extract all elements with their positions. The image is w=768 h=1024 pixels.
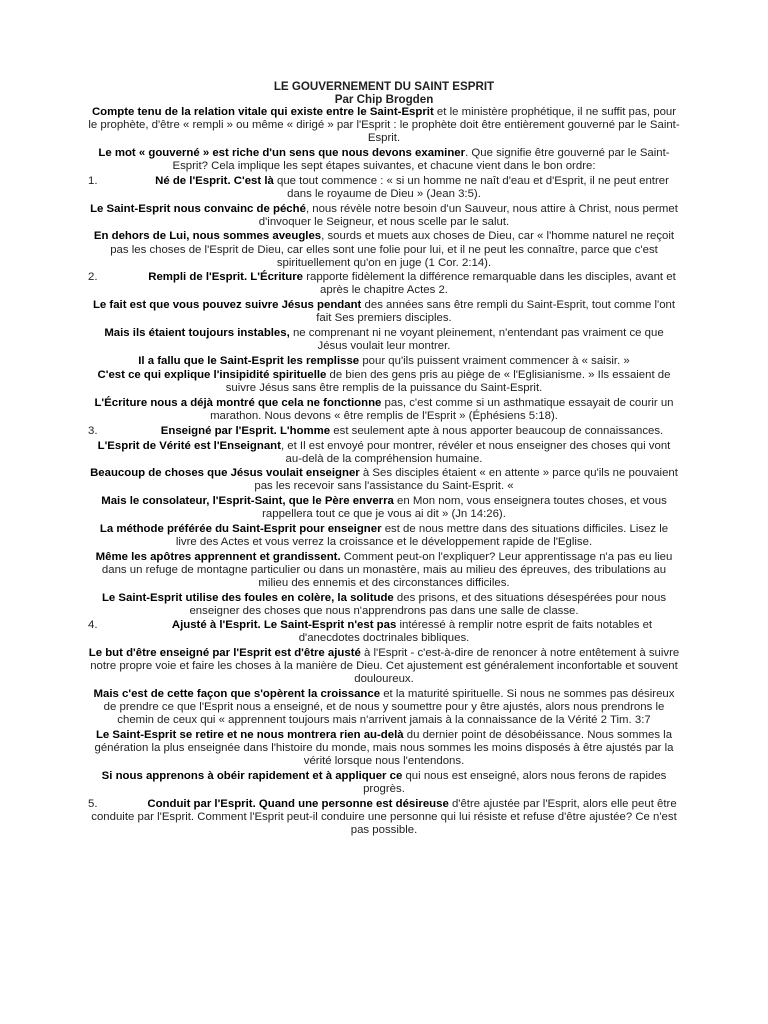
paragraph: [88, 770, 680, 796]
numbered-paragraph: [88, 175, 680, 201]
paragraph-lead: Le Saint-Esprit utilise des foules en colère, la solitude: [101, 591, 394, 604]
paragraph-lead: Ajusté à l'Esprit. Le Saint-Esprit n'est pas: [171, 619, 397, 632]
paragraph-text: à Ses disciples étaient « en attente » parce qu'ils ne pouvaient pas les recevoir sans l'assistance du Saint-Esprit. «: [254, 467, 678, 493]
paragraph: [88, 729, 680, 768]
paragraph: [88, 299, 680, 325]
paragraph-lead: Rempli de l'Esprit. L'Écriture: [148, 271, 304, 284]
paragraph-lead: L'Écriture nous a déjà montré que cela ne fonctionne: [94, 397, 382, 410]
paragraph-text: d'être ajustée par l'Esprit, alors elle peut être conduite par l'Esprit. Comment l'Esprit peut-il conduire une personne qui lui résiste et refuse d'être ajustée? Ce n'est pas possible.: [91, 797, 677, 836]
document-author: Par Chip Brogden: [334, 93, 434, 107]
paragraph: [88, 147, 680, 173]
paragraph-text: en Mon nom, vous enseignera toutes choses, et vous rappellera tout ce que je vous ai dit » (Jn 14:26).: [262, 495, 667, 521]
paragraph: [88, 647, 680, 686]
paragraph-text: est de nous mettre dans des situations difficiles. Lisez le livre des Actes et vous verrez la croissance et le développement rapide de l'Eglise.: [175, 522, 669, 548]
paragraph-lead: Enseigné par l'Esprit. L'homme: [160, 424, 331, 437]
paragraph: [88, 440, 680, 466]
paragraph-lead: Conduit par l'Esprit. Quand une personne est désireuse: [147, 797, 449, 810]
document-page: [88, 80, 680, 838]
paragraph: [88, 551, 680, 590]
paragraph-lead: Le Saint-Esprit nous convainc de péché: [90, 202, 306, 215]
paragraph-text: rapporte fidèlement la différence remarquable dans les disciples, avant et après le chapitre Actes 2.: [303, 271, 676, 297]
paragraph-text: pour qu'ils puissent vraiment commencer à « saisir. »: [359, 354, 630, 367]
document-body: [88, 106, 680, 837]
paragraph-lead: Le fait est que vous pouvez suivre Jésus pendant: [92, 299, 362, 312]
paragraph-lead: Le Saint-Esprit se retire et ne nous montrera rien au-delà: [95, 728, 404, 741]
numbered-paragraph: [88, 425, 680, 438]
paragraph-text: Comment peut-on l'expliquer? Leur apprentissage n'a pas eu lieu dans un refuge de montagne particulier ou dans un monastère, mais au milieu des épreuves, des tribulations au milieu des ennemis et des circonstances difficiles.: [101, 550, 673, 589]
numbered-paragraph: [88, 271, 680, 297]
paragraph-text: que tout commence : « si un homme ne naît d'eau et d'Esprit, il ne peut entrer dans le royaume de Dieu » (Jean 3:5).: [273, 174, 669, 200]
paragraph-text: des prisons, et des situations désespérées pour nous enseigner des choses que nous n'apprendrons pas dans une salle de classe.: [189, 591, 667, 617]
paragraph-lead: Même les apôtres apprennent et grandissent.: [95, 550, 341, 563]
paragraph-number: 5.: [88, 797, 98, 810]
paragraph-lead: Mais c'est de cette façon que s'opèrent la croissance: [93, 688, 381, 700]
paragraph-number: 3.: [88, 424, 98, 437]
paragraph-lead: Né de l'Esprit. C'est là: [155, 174, 274, 187]
paragraph-text: des années sans être rempli du Saint-Esprit, tout comme l'ont fait Ses premiers disciples.: [316, 299, 676, 325]
paragraph-text: et le ministère prophétique, il ne suffit pas, pour le prophète, d'être « rempli » ou même « dirigé » par l'Esprit : le prophète doit être entièrement gouverné par le Saint-Esprit.: [88, 106, 680, 145]
paragraph-lead: L'Esprit de Vérité est l'Enseignant: [97, 439, 281, 452]
numbered-paragraph: [88, 798, 680, 837]
paragraph-text: du dernier point de désobéissance. Nous sommes la génération la plus enseignée dans l'histoire du monde, mais nous sommes les moins disposés à être ajustés par la vérité lorsque nous l'entendons.: [94, 728, 674, 768]
paragraph: [88, 230, 680, 269]
paragraph-text: est seulement apte à nous apporter beaucoup de connaissances.: [330, 424, 664, 437]
paragraph-text: , sourds et muets aux choses de Dieu, car « l'homme naturel ne reçoit pas les choses de l'Esprit de Dieu, car elles sont une folie pour lui, et il ne peut les connaître, parce que c'est spirituellement qu'on en juge (1 Cor. 2:14).: [110, 230, 675, 269]
paragraph-text: , et Il est envoyé pour montrer, révéler et nous enseigner des choses qui vont au-delà de la compréhension humaine.: [280, 439, 671, 465]
paragraph-text: ne comprenant ni ne voyant pleinement, n'entendant pas vraiment ce que Jésus voulait leur montrer.: [289, 326, 664, 352]
paragraph: [88, 523, 680, 549]
paragraph-lead: Mais le consolateur, l'Esprit-Saint, que le Père enverra: [101, 495, 394, 508]
document-title: LE GOUVERNEMENT DU SAINT ESPRIT: [273, 80, 495, 93]
paragraph: [88, 397, 680, 423]
paragraph: [88, 203, 680, 229]
paragraph-number: 1.: [88, 174, 98, 187]
numbered-paragraph: [88, 619, 680, 645]
paragraph: [88, 467, 680, 493]
paragraph-text: de bien des gens pris au piège de « l'Eglisianisme. » Ils essaient de suivre Jésus sans être remplis de la puissance du Saint-Esprit.: [225, 369, 671, 395]
paragraph-lead: Compte tenu de la relation vitale qui existe entre le Saint-Esprit: [91, 106, 434, 119]
paragraph-lead: Si nous apprenons à obéir rapidement et à appliquer ce: [101, 769, 403, 782]
paragraph-text: pas, c'est comme si un asthmatique essayait de courir un marathon. Nous devons « être remplis de l'Esprit » (Éphésiens 5:18).: [210, 397, 674, 423]
paragraph-lead: Le but d'être enseigné par l'Esprit est d'être ajusté: [88, 647, 361, 660]
paragraph-number: 4.: [88, 619, 98, 632]
paragraph-number: 2.: [88, 271, 98, 284]
paragraph: [88, 106, 680, 145]
paragraph-lead: Beaucoup de choses que Jésus voulait enseigner: [90, 467, 360, 480]
paragraph: [88, 327, 680, 353]
paragraph: [88, 688, 680, 727]
paragraph-lead: C'est ce qui explique l'insipidité spirituelle: [97, 369, 327, 382]
paragraph: [88, 495, 680, 521]
paragraph-lead: Mais ils étaient toujours instables,: [104, 326, 290, 339]
paragraph: [88, 369, 680, 395]
paragraph-text: et la maturité spirituelle. Si nous ne sommes pas désireux de prendre ce que l'Esprit nous a enseigné, et de nous y soumettre pour y être ajustés, alors nous prendrons le chemin de ceux qui « apprennent toujours mais n'arrivent jamais à la connaissance de la Vérité 2 Tim. 3:7: [103, 688, 675, 727]
paragraph-lead: Le mot « gouverné » est riche d'un sens que nous devons examiner: [98, 147, 466, 160]
paragraph-text: , nous révèle notre besoin d'un Sauveur, nous attire à Christ, nous permet d'invoquer le Seigneur, et nous scelle par le salut.: [258, 202, 678, 228]
paragraph-text: à l'Esprit - c'est-à-dire de renoncer à notre entêtement à suivre notre propre voie et faire les choses à la manière de Dieu. Cet ajustement est généralement inconfortable et souvent douloureux.: [90, 647, 680, 686]
paragraph-text: . Que signifie être gouverné par le Saint-Esprit? Cela implique les sept étapes suivantes, et chacune vient dans le bon ordre:: [172, 147, 670, 173]
paragraph-lead: En dehors de Lui, nous sommes aveugles: [93, 230, 322, 243]
paragraph: [88, 592, 680, 618]
paragraph-lead: La méthode préférée du Saint-Esprit pour enseigner: [99, 522, 382, 535]
paragraph: [88, 355, 680, 368]
paragraph-text: qui nous est enseigné, alors nous ferons de rapides progrès.: [363, 769, 667, 795]
paragraph-lead: Il a fallu que le Saint-Esprit les remplisse: [138, 354, 360, 367]
paragraph-text: intéressé à remplir notre esprit de faits notables et d'anecdotes doctrinales bibliques.: [298, 619, 653, 645]
